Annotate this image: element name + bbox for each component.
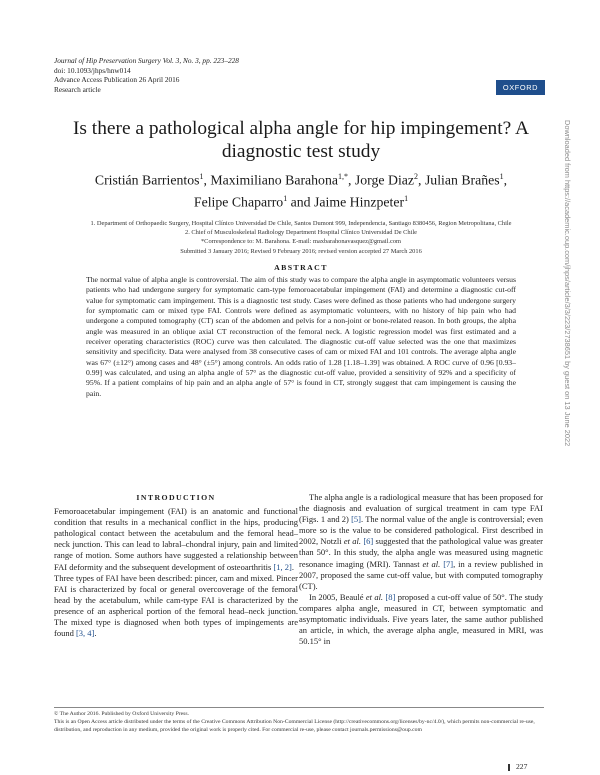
advance-access-date: Advance Access Publication 26 April 2016 bbox=[54, 75, 180, 85]
author-name: Cristián Barrientos bbox=[94, 172, 200, 188]
page-number: 227 bbox=[508, 762, 527, 771]
author-connector: and bbox=[290, 194, 311, 210]
citation-link[interactable]: [8] bbox=[385, 591, 396, 602]
abstract-heading: ABSTRACT bbox=[274, 263, 328, 272]
author-affil-sup: 2 bbox=[414, 172, 419, 181]
license-text: This is an Open Access article distributed under the terms of the Creative Commons Attribution Non-Commercial License (http://creativecommons.org/licenses/by-nc/4.0/), which permits non-commercial re-use, distribution, and reproduction in any medium, provided the original work is properly cited. For commercial re-use, please contact journals.permissions@oup.com bbox=[54, 719, 535, 734]
journal-metadata bbox=[54, 56, 239, 94]
citation-link[interactable]: [7] bbox=[443, 558, 454, 569]
author-name: Jorge Diaz bbox=[354, 172, 415, 188]
author-affil-sup: 1 bbox=[404, 193, 409, 203]
oxford-logo: OXFORD bbox=[496, 80, 545, 95]
right-column bbox=[299, 492, 543, 647]
author-list: Cristián Barrientos$^1$, Maximiliano Barahona$^{1,*}$, Jorge Diaz$^2$, Julian Brañes$^1$, Felipe Chaparro$^1$ and Jaime Hinzpeter$^1$ bbox=[94, 172, 508, 210]
page-number-bar bbox=[508, 764, 510, 771]
citation-link[interactable]: [3, 4] bbox=[75, 628, 95, 639]
article-type: Research article bbox=[54, 84, 101, 94]
submission-dates: Submitted 3 January 2016; Revised 9 February 2016; revised version accepted 27 March 2016 bbox=[180, 247, 422, 255]
footer-divider bbox=[54, 707, 544, 708]
author-affil-sup: 1,* bbox=[337, 172, 348, 181]
download-watermark: Downloaded from https://academic.oup.com/jhps/article/3/3/223/2738651 by guest on 13 June 2022 bbox=[563, 120, 572, 447]
correspondence: *Correspondence to: M. Barahona. E-mail: maxbarahonavasquez@gmail.com bbox=[200, 238, 402, 246]
article-title: Is there a pathological alpha angle for hip impingement? A diagnostic test study bbox=[72, 118, 530, 162]
citation-link[interactable]: [6] bbox=[363, 536, 374, 547]
left-column bbox=[54, 492, 298, 639]
journal-citation: Journal of Hip Preservation Surgery Vol. 3, No. 3, pp. 223–228 bbox=[54, 56, 239, 65]
citation-link[interactable]: [5] bbox=[351, 514, 362, 525]
author-name: Maximiliano Barahona bbox=[210, 172, 338, 188]
citation-link[interactable]: [1, 2] bbox=[273, 561, 292, 572]
author-affil-sup: 1 bbox=[199, 172, 204, 181]
body-paragraph-2: In 2005, Beaulé et al. [8] proposed a cut-off value of 50°. The study compares alpha angle, measured in CT, between symptomatic and asymptomatic individuals. Five years later, the same author published an article, in which, the average alpha angle, measured in MRI, was 50.15° in bbox=[299, 591, 544, 647]
introduction-heading: INTRODUCTION bbox=[136, 493, 216, 502]
author-affil-sup: 1 bbox=[283, 193, 288, 203]
affiliation-1: 1. Department of Orthopaedic Surgery, Hospital Clínico Universidad De Chile, Santos Dumont 999, Independencia, Santiago 8380456, Region Metropolitana, Chile bbox=[90, 220, 512, 227]
abstract-body: The normal value of alpha angle is controversial. The aim of this study was to compare the alpha angle in asymptomatic volunteers versus patients who had undergone surgery for symptomatic cam-type femoroacetabular impingement (FAI) and determine a diagnostic cut-off value for symptomatic cam impingement. This is a diagnostic test study. Cases were defined as those patients who had undergone surgery for symptomatic cam or mixed type FAI. Controls were defined as asymptomatic volunteers, with no history of hip pain who had undergone a computed tomography (CT) scan of the abdomen and pelvis for a non-joint or bone-related reason. In both groups, the alpha angle was measured in an oblique axial CT reconstruction of the femoral neck. A logistic regression model was first estimated and a receiver operating characteristics (ROC) curve was then calculated. The diagnostic cut-off value selected was the one that maximizes sensitivity and specificity. Data were analysed from 38 consecutive cases of cam or mixed FAI and 101 controls. The average alpha angle was 67° (±12°) among cases and 48° (±5°) among controls. An odds ratio of 1.28 [1.18–1.39] was obtained. A ROC curve of 0.96 [0.93–0.99] was calculated, and using an alpha angle of 57° as the diagnostic cut-off value, provided a sensitivity of 92% and a specificity of 95%. If a patient complains of hip pain and an alpha angle of 57° is found in CT, strongly suggest that cam impingement is causing the pain. bbox=[86, 275, 516, 398]
author-name: Julian Brañes bbox=[424, 172, 500, 188]
author-name: Jaime Hinzpeter bbox=[314, 194, 405, 210]
license-footnote bbox=[54, 710, 544, 734]
doi[interactable]: doi: 10.1093/jhps/hnw014 bbox=[54, 65, 131, 75]
author-affil-sup: 1 bbox=[499, 172, 504, 181]
intro-paragraph-1: Femoroacetabular impingement (FAI) is an anatomic and functional condition that results in a mechanical conflict in the hips, producing pathological contact between the acetabulum and the femoral head–neck junction. This can lead to labral–chondral injury, pain and limited range of motion. Some authors have suggested a relationship between FAI deformity and the subsequent development of osteoarthritis [1, 2]. bbox=[54, 506, 298, 572]
affiliation-2: 2. Chief of Musculoskeletal Radiology Department Hospital Clínico Universidad De Chile bbox=[185, 229, 417, 237]
copyright-line: © The Author 2016. Published by Oxford University Press. bbox=[54, 711, 190, 717]
author-name: Felipe Chaparro bbox=[193, 194, 284, 210]
affiliations bbox=[66, 219, 536, 256]
body-paragraph-1: The alpha angle is a radiological measure that has been proposed for the diagnosis and evaluation of surgical treatment in cam type FAI (Figs. 1 and 2) [5]. The normal value of the angle is controversial; even more so is the value to be considered pathological. First described in 2002, Notzli et al. [6] suggested that the pathological value was greater than 50°. In this study, the alpha angle was measured using magnetic resonance imaging (MRI). Tannast et al. [7], in a review published in 2007, proposed the same cut-off value, but with computed tomography (CT). bbox=[299, 492, 544, 591]
intro-paragraph-2: Three types of FAI have been described: pincer, cam and mixed. Pincer FAI is characterized by focal or general overcoverage of the femoral head by the acetabulum, while cam-type FAI is characterized by the presence of an aspherical portion of the femoral head–neck junction. The mixed type is diagnosed when both types of impingements are found [3, 4]. bbox=[54, 572, 298, 639]
